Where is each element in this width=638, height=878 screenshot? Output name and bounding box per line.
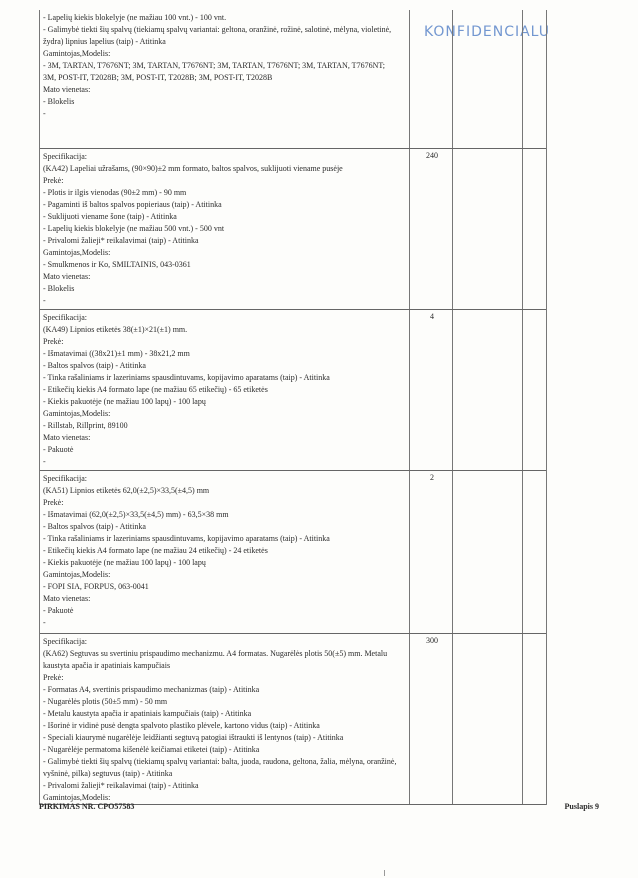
description-line: - Baltos spalvos (taip) - Atitinka	[43, 522, 146, 531]
item-quantity: 300	[426, 636, 438, 645]
item-description	[40, 471, 410, 633]
description-line: - 3M, TARTAN, T7676NT; 3M, TARTAN, T7676NT; 3M, TARTAN, T7676NT; 3M, TARTAN, T7676NT;	[43, 61, 386, 70]
description-line: Mato vienetas:	[43, 272, 91, 281]
procurement-number: PIRKIMAS NR. CPO57583	[39, 802, 135, 811]
description-line: Specifikacija:	[43, 637, 87, 646]
confidential-stamp: KONFIDENCIALU	[424, 24, 551, 40]
description-line: - Rillstab, Rillprint, 89100	[43, 421, 128, 430]
description-line: - Tinka rašaliniams ir lazeriniams spausdintuvams, kopijavimo aparatams (taip) - Atitinka	[43, 373, 330, 382]
description-line: -	[43, 457, 46, 466]
description-line: -	[43, 618, 46, 627]
item-quantity: 4	[430, 312, 434, 321]
description-line: -	[43, 109, 46, 118]
item-description	[40, 634, 410, 804]
description-line: Specifikacija:	[43, 474, 87, 483]
description-line: - Etikečių kiekis A4 formato lape (ne mažiau 65 etikečių) - 65 etiketės	[43, 385, 268, 394]
description-line: - Smulkmenos ir Ko, SMILTAINIS, 043-0361	[43, 260, 191, 269]
item-quantity: 2	[430, 473, 434, 482]
description-line: Prekė:	[43, 337, 64, 346]
description-line: Prekė:	[43, 176, 64, 185]
description-line: - Išorinė ir vidinė pusė dengta spalvoto plastiko plėvele, kartono vidus (taip) - Atitinka	[43, 721, 320, 730]
description-line: - Išmatavimai ((38x21)±1 mm) - 38x21,2 mm	[43, 349, 190, 358]
description-line: Mato vienetas:	[43, 433, 91, 442]
description-line: (KA42) Lapeliai užrašams, (90×90)±2 mm formato, baltos spalvos, suklijuoti viename pusėje	[43, 164, 343, 173]
description-line: Mato vienetas:	[43, 85, 91, 94]
description-line: žydra) lipnius lapelius (taip) - Atitinka	[43, 37, 166, 46]
description-line: Prekė:	[43, 673, 64, 682]
description-line: - Blokelis	[43, 97, 75, 106]
description-line: Prekė:	[43, 498, 64, 507]
description-line: Gamintojas,Modelis:	[43, 409, 111, 418]
description-line: - Blokelis	[43, 284, 75, 293]
description-line: Specifikacija:	[43, 152, 87, 161]
description-line: - Nugarėlėje permatoma kišenėlė keičiamai etiketei (taip) - Atitinka	[43, 745, 260, 754]
description-line: Specifikacija:	[43, 313, 87, 322]
table-row	[40, 310, 546, 471]
page-number: Puslapis 9	[564, 802, 599, 811]
description-line: - Pakuotė	[43, 606, 74, 615]
description-line: - Privalomi žalieji* reikalavimai (taip) - Atitinka	[43, 781, 199, 790]
description-line: - Formatas A4, svertinis prispaudimo mechanizmas (taip) - Atitinka	[43, 685, 260, 694]
description-line: - Baltos spalvos (taip) - Atitinka	[43, 361, 146, 370]
description-line: Mato vienetas:	[43, 594, 91, 603]
table-row	[40, 10, 546, 149]
table-row	[40, 149, 546, 310]
description-line: (KA62) Segtuvas su svertiniu prispaudimo mechanizmu. A4 formatas. Nugarėlės plotis 50(±5) mm. Metalu	[43, 649, 388, 658]
description-line: - Pagaminti iš baltos spalvos popieriaus (taip) - Atitinka	[43, 200, 222, 209]
description-line: - Plotis ir ilgis vienodas (90±2 mm) - 90 mm	[43, 188, 187, 197]
description-line: - Tinka rašaliniams ir lazeriniams spausdintuvams, kopijavimo aparatams (taip) - Atitinka	[43, 534, 330, 543]
description-line: 3M, POST-IT, T2028B; 3M, POST-IT, T2028B; 3M, POST-IT, T2028B	[43, 73, 273, 82]
description-line: (KA51) Lipnios etiketės 62,0(±2,5)×33,5(±4,5) mm	[43, 486, 210, 495]
description-line: Gamintojas,Modelis:	[43, 248, 111, 257]
item-description	[40, 149, 410, 309]
description-line: - Galimybė tiekti šių spalvų (tiekiamų spalvų variantai: geltona, oranžinė, rožinė, salotinė, mėlyna, violetinė,	[43, 25, 392, 34]
description-line: - Lapelių kiekis blokelyje (ne mažiau 100 vnt.) - 100 vnt.	[43, 13, 227, 22]
document-page	[39, 10, 545, 805]
description-line: - Kiekis pakuotėje (ne mažiau 100 lapų) - 100 lapų	[43, 397, 206, 406]
table-row	[40, 471, 546, 634]
description-line: - Suklijuoti viename šone (taip) - Atitinka	[43, 212, 177, 221]
description-line: (KA49) Lipnios etiketės 38(±1)×21(±1) mm.	[43, 325, 188, 334]
description-line: - Metalu kaustyta apačia ir apatiniais kampučiais (taip) - Atitinka	[43, 709, 252, 718]
table-row	[40, 634, 546, 805]
description-line: kaustyta apačia ir apatiniais kampučiais	[43, 661, 171, 670]
description-line: - FOPI SIA, FORPUS, 063-0041	[43, 582, 149, 591]
item-description	[40, 10, 410, 148]
item-description	[40, 310, 410, 470]
description-line: Gamintojas,Modelis:	[43, 49, 111, 58]
description-line: - Lapelių kiekis blokelyje (ne mažiau 500 vnt.) - 500 vnt	[43, 224, 225, 233]
description-line: - Kiekis pakuotėje (ne mažiau 100 lapų) - 100 lapų	[43, 558, 206, 567]
description-line: - Išmatavimai (62,0(±2,5)×33,5(±4,5) mm) - 63,5×38 mm	[43, 510, 229, 519]
description-line: - Galimybė tiekti šių spalvų (tiekiamų spalvų variantai: balta, juoda, raudona, geltona, žalia, mėlyna, oranžinė,	[43, 757, 397, 766]
description-line: - Privalomi žalieji* reikalavimai (taip) - Atitinka	[43, 236, 199, 245]
description-line: - Speciali kiaurymė nugarėlėje leidžianti segtuvą patogiai ištraukti iš lentynos (taip) - Atitinka	[43, 733, 344, 742]
description-line: - Etikečių kiekis A4 formato lape (ne mažiau 24 etikečių) - 24 etiketės	[43, 546, 268, 555]
description-line: - Pakuotė	[43, 445, 74, 454]
description-line: - Nugarėlės plotis (50±5 mm) - 50 mm	[43, 697, 168, 706]
description-line: Gamintojas,Modelis:	[43, 793, 111, 802]
description-line: -	[43, 296, 46, 305]
spec-table	[39, 10, 547, 805]
description-line: vyšninė, pilka) segtuvus (taip) - Atitinka	[43, 769, 173, 778]
description-line: Gamintojas,Modelis:	[43, 570, 111, 579]
item-quantity: 240	[426, 151, 438, 160]
